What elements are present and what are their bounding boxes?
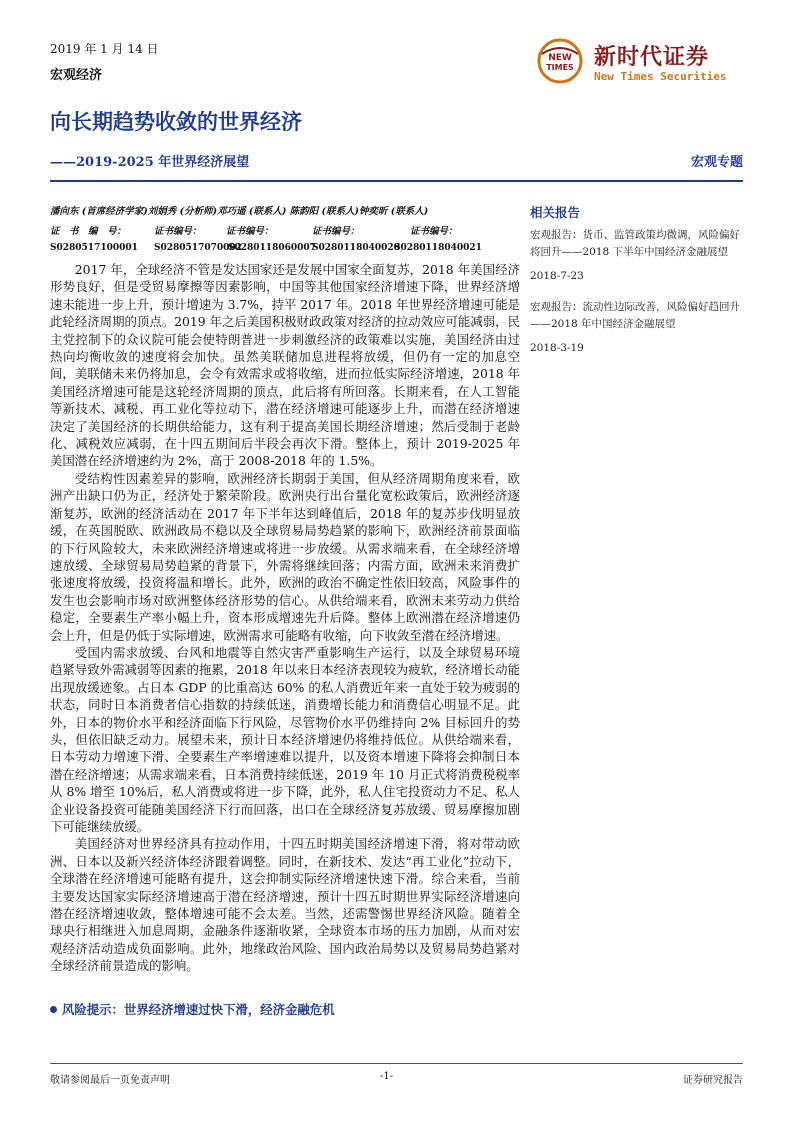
- related-report-link[interactable]: 宏观报告：流动性边际改善，风险偏好趋回升——2018 年中国经济金融展望: [530, 301, 740, 330]
- related-reports: [530, 203, 745, 371]
- risk-warning-text: 风险提示：世界经济增速过快下滑，经济金融危机: [62, 1002, 335, 1017]
- certificate-number: S0280118040021: [394, 243, 482, 253]
- certificate-numbers: [50, 243, 520, 255]
- report-topic: 宏观专题: [690, 155, 743, 170]
- related-report-date: 2018-7-23: [530, 270, 584, 282]
- certificate-number: S0280517070002: [154, 243, 242, 253]
- page-number: -1-: [380, 1071, 394, 1082]
- related-report-link[interactable]: 宏观报告：货币、监管政策均微调，风险偏好将回升——2018 下半年中国经济金融展望: [530, 229, 740, 258]
- bullet-icon: [50, 1006, 57, 1013]
- body-paragraph: 2017 年，全球经济不管是发达国家还是发展中国家全面复苏，2018 年美国经济形势良好，但是受贸易摩擦等因素影响，中国等其他国家经济增速下降，世界经济增速未能进一步上升，预计增速为 3.7%，持平 2017 年。2018 年世界经济增速可能是此轮经济周期的顶点。2019 年之后美国积极财政政策对经济的拉动效应可能减弱，民主党控制下的众议院可能会使特朗普进一步刺激经济的政策难以实施，美国经济由过热向均衡收敛的速度将会加快。虽然美联储加息进程将放缓，但仍有一定的加息空间，美联储未来仍将加息，会令有效需求或将收缩，进而拉低实际经济增速，2018 年美国经济增速可能是这轮经济周期的顶点，此后将有所回落。长期来看，在人工智能等新技术、减税、再工业化等拉动下，潜在经济增速可能逐步上升，而潜在经济增速决定了美国经济的长期供给能力，这有利于提高美国长期经济增速；然后受制于老龄化、减税效应减弱，在十四五期间后半段会再次下滑。整体上，预计 2019-2025 年美国潜在经济增速约为 2%，高于 2008-2018 年的 1.5%。: [50, 262, 520, 469]
- report-subtitle: ——2019-2025 年世界经济展望: [50, 155, 250, 170]
- certificate-number: S0280118060007: [228, 243, 316, 253]
- certificate-number: S0280517100001: [50, 243, 138, 253]
- header-divider: [50, 180, 743, 182]
- certificate-label: 证 书 编 号：: [50, 226, 127, 237]
- certificate-label: 证书编号：: [312, 226, 360, 237]
- risk-warning: [50, 1000, 335, 1018]
- report-body: [50, 261, 520, 975]
- footer-disclaimer: 敬请参阅最后一页免责声明: [50, 1075, 170, 1086]
- report-date: 2019 年 1 月 14 日: [50, 42, 159, 56]
- svg-text:TIMES: TIMES: [546, 63, 574, 72]
- body-paragraph: 受结构性因素差异的影响，欧洲经济长期弱于美国，但从经济周期角度来看，欧洲产出缺口仍为正，经济处于繁荣阶段。欧洲央行出台量化宽松政策后，欧洲经济逐渐复苏，欧洲的经济活动在 2017 年下半年达到峰值后，2018 年的复苏步伐明显放缓，在英国脱欧、欧洲政局不稳以及全球贸易局势趋紧的影响下，欧洲经济前景面临的下行风险较大，未来欧洲经济增速或将进一步放缓。从需求端来看，在全球经济增速放缓、全球贸易局势趋紧的背景下，外需将继续回落；内需方面，欧洲未来消费扩张速度将放缓，投资将温和增长。此外，欧洲的政治不确定性依旧较高，风险事件的发生也会影响市场对欧洲整体经济形势的信心。从供给端来看，欧洲未来劳动力供给稳定，全要素生产率小幅上升，资本形成增速先升后降。整体上欧洲潜在经济增速仍会上升，但是仍低于实际增速，欧洲需求可能略有收缩，向下收敛至潜在经济增速。: [50, 470, 520, 643]
- logo-text-cn: 新时代证券: [594, 45, 710, 70]
- footer-label: 证券研究报告: [683, 1075, 743, 1086]
- footer-divider: [50, 1063, 743, 1064]
- author-list: 潘向东 (首席经济学家)刘娟秀 (分析师)邓巧遥 (联系人) 陈韵阳 (联系人)钟奕昕 (联系人): [50, 206, 429, 217]
- report-title: 向长期趋势收敛的世界经济: [50, 110, 302, 134]
- report-category: 宏观经济: [50, 68, 103, 83]
- related-report-date: 2018-3-19: [530, 342, 584, 354]
- certificate-label: 证书编号：: [410, 226, 458, 237]
- certificate-label: 证书编号：: [226, 226, 274, 237]
- certificate-label: 证书编号：: [154, 226, 202, 237]
- certificate-number: S0280118040020: [312, 243, 400, 253]
- certificate-labels: [50, 223, 520, 235]
- logo-emblem-icon: [532, 38, 588, 84]
- body-paragraph: 受国内需求放缓、台风和地震等自然灾害严重影响生产运行，以及全球贸易环境趋紧导致外需减弱等因素的拖累，2018 年以来日本经济表现较为疲软，经济增长动能出现放缓迹象。占日本 GDP 的比重高达 60% 的私人消费近年来一直处于较为疲弱的状态，同时日本消费者信心指数的持续低迷，消费增长能力和消费信心明显不足。此外，日本的物价水平和经济面临下行风险，尽管物价水平仍维持向 2% 目标回升的势头，但依旧缺乏动力。展望未来，预计日本经济增速仍将维持低位。从供给端来看，日本劳动力增速下滑、全要素生产率增速难以提升，以及资本增速下降将会抑制日本潜在经济增速；从需求端来看，日本消费持续低迷，2019 年 10 月正式将消费税税率从 8% 增至 10%后，私人消费或将进一步下降，此外，私人住宅投资动力不足、私人企业设备投资可能随美国经济下行而回落，出口在全球经济复苏放缓、贸易摩擦加剧下可能继续放缓。: [50, 644, 520, 834]
- related-reports-heading: 相关报告: [530, 205, 581, 220]
- company-logo: [532, 36, 752, 90]
- body-paragraph: 美国经济对世界经济具有拉动作用，十四五时期美国经济增速下滑，将对带动欧洲、日本以及新兴经济体经济跟着调整。同时，在新技术、发达“再工业化”拉动下，全球潜在经济增速可能略有提升，这会抑制实际经济增速快速下滑。综合来看，当前主要发达国家实际经济增速高于潜在经济增速，预计十四五时期世界实际经济增速向潜在经济增速收敛，整体增速可能不会太差。当然，还需警惕世界经济风险。随着全球央行相继进入加息周期，金融条件逐渐收紧，全球资本市场的压力加剧，从而对宏观经济活动造成负面影响。此外，地缘政治风险、国内政治局势以及贸易局势趋紧对全球经济前景造成的影响。: [50, 836, 520, 974]
- logo-text-en: New Times Securities: [594, 70, 727, 83]
- svg-text:NEW: NEW: [548, 53, 572, 63]
